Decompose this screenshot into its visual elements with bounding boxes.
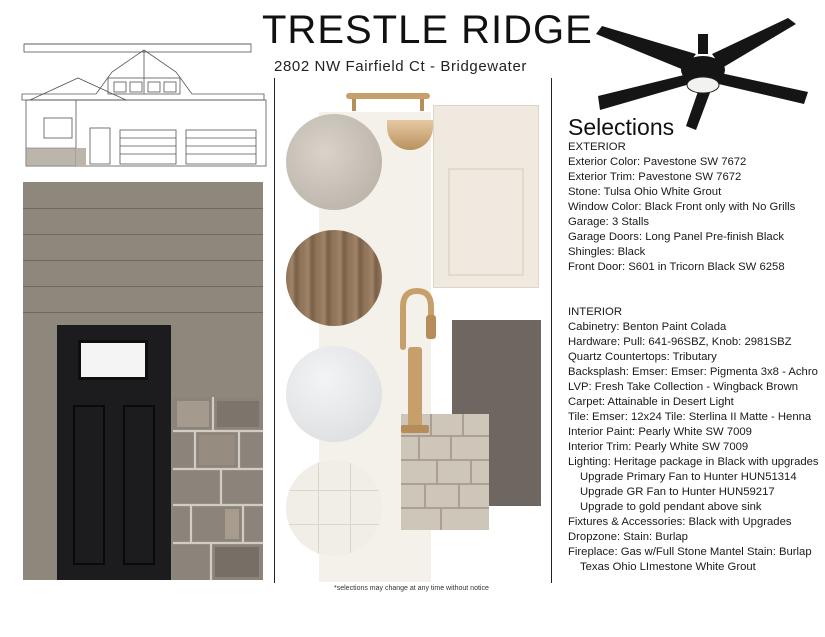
interior-item: Carpet: Attainable in Desert Light [568,396,734,408]
kitchen-faucet-swatch [393,287,443,435]
exterior-item: Shingles: Black [568,246,646,258]
exterior-item: Exterior Trim: Pavestone SW 7672 [568,171,742,183]
interior-item: Lighting: Heritage package in Black with upgrades [568,456,819,468]
interior-item: Hardware: Pull: 641-96SBZ, Knob: 2981SBZ [568,336,792,348]
interior-subitem: Texas Ohio LImestone White Grout [580,561,756,573]
interior-item: Interior Paint: Pearly White SW 7009 [568,426,752,438]
exterior-heading: EXTERIOR [568,141,626,153]
interior-item: Dropzone: Stain: Burlap [568,531,688,543]
exterior-item: Garage: 3 Stalls [568,216,650,228]
pull-post-left [352,99,356,111]
carpet-swatch [286,114,382,210]
cabinet-door-swatch [433,105,539,288]
footnote: *selections may change at any time without notice [334,585,489,592]
page-title: TRESTLE RIDGE [262,8,593,52]
interior-item: Tile: Emser: 12x24 Tile: Sterlina II Matte - Henna [568,411,812,423]
interior-item: Fixtures & Accessories: Black with Upgrades [568,516,792,528]
cabinet-pull-swatch [346,93,430,99]
divider-left [274,78,275,583]
door-panel-right [123,405,155,565]
exterior-item: Window Color: Black Front only with No Grills [568,201,796,213]
selections-heading: Selections [568,114,675,140]
exterior-stone-swatch [173,397,263,580]
interior-item: Fireplace: Gas w/Full Stone Mantel Stain: Burlap [568,546,812,558]
door-window [78,340,148,380]
tile-backsplash-swatch [286,460,382,556]
interior-heading: INTERIOR [568,306,622,318]
address-subtitle: 2802 NW Fairfield Ct - Bridgewater [274,58,527,75]
interior-subitem: Upgrade to gold pendant above sink [580,501,762,513]
divider-right [551,78,552,583]
interior-subitem: Upgrade Primary Fan to Hunter HUN51314 [580,471,797,483]
door-panel-left [73,405,105,565]
house-elevation-drawing [16,38,268,170]
exterior-item: Front Door: S601 in Tricorn Black SW 6258 [568,261,785,273]
interior-item: Backsplash: Emser: Emser: Pigmenta 3x8 - Achro [568,366,818,378]
exterior-item: Exterior Color: Pavestone SW 7672 [568,156,747,168]
interior-item: Cabinetry: Benton Paint Colada [568,321,727,333]
front-door-swatch [57,325,171,580]
exterior-item: Stone: Tulsa Ohio White Grout [568,186,722,198]
interior-item: Interior Trim: Pearly White SW 7009 [568,441,749,453]
exterior-item: Garage Doors: Long Panel Pre-finish Black [568,231,785,243]
quartz-countertop-swatch [286,346,382,442]
lvp-wood-swatch [286,230,382,326]
pull-post-right [420,99,424,111]
interior-item: LVP: Fresh Take Collection - Wingback Brown [568,381,799,393]
interior-subitem: Upgrade GR Fan to Hunter HUN59217 [580,486,775,498]
ceiling-fan-image [592,12,818,130]
interior-item: Quartz Countertops: Tributary [568,351,717,363]
